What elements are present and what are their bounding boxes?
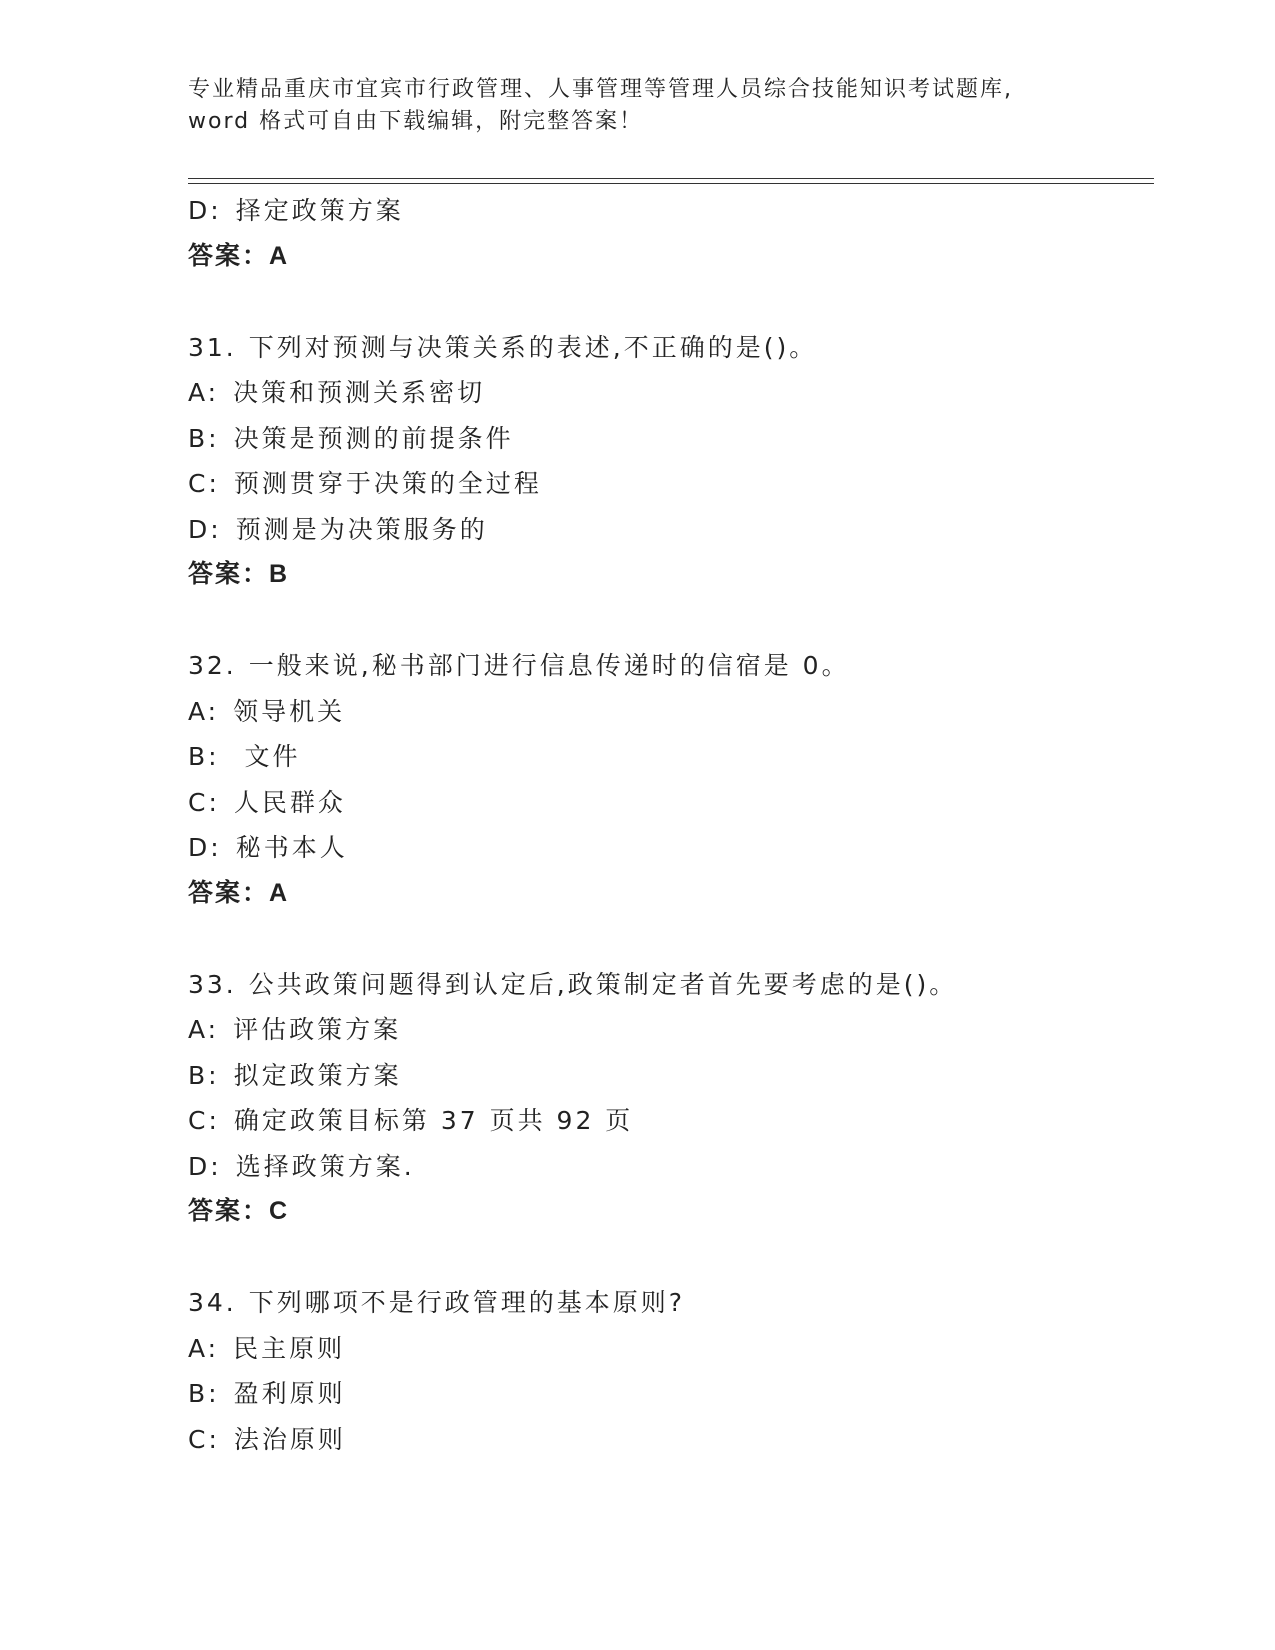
header-line-2: word 格式可自由下载编辑，附完整答案！ [188, 109, 644, 134]
option-text: 人民群众 [233, 787, 346, 817]
question-number: 32. [188, 651, 237, 680]
answer-line: 答案：A [188, 241, 290, 270]
document-header [188, 74, 1088, 138]
answer-line: 答案：A [188, 878, 290, 907]
option-b [188, 1371, 1168, 1417]
header-divider-bottom [188, 183, 1154, 184]
option-letter: A: [188, 378, 220, 407]
question-34 [188, 1280, 1168, 1326]
spacer [188, 598, 1168, 644]
option-c [188, 1417, 1168, 1463]
question-list [188, 188, 1168, 1462]
option-text: 确定政策目标第 37 页共 92 页 [233, 1106, 634, 1135]
option-letter: B: [188, 1379, 220, 1408]
option-b [188, 416, 1168, 462]
option-d [188, 825, 1168, 871]
question-text: 下列对预测与决策关系的表述,不正确的是()。 [248, 332, 818, 362]
spacer [188, 1235, 1168, 1281]
option-letter: D: [188, 196, 222, 225]
option-text: 文件 [233, 742, 301, 771]
option-c [188, 780, 1168, 826]
option-letter: B: [188, 1060, 220, 1090]
option-letter: C: [188, 1106, 220, 1135]
option-letter: D: [188, 514, 222, 544]
answer-line: 答案：B [188, 560, 290, 588]
option-a [188, 370, 1168, 416]
option-text: 预测贯穿于决策的全过程 [233, 469, 542, 498]
option-letter: A: [188, 696, 220, 726]
question-text: 公共政策问题得到认定后,政策制定者首先要考虑的是()。 [248, 969, 958, 999]
option-text: 盈利原则 [233, 1379, 346, 1408]
option-b [188, 734, 1168, 780]
option-text: 决策是预测的前提条件 [233, 423, 514, 453]
header-line-1: 专业精品重庆市宜宾市行政管理、人事管理等管理人员综合技能知识考试题库, [188, 77, 1013, 102]
header-divider-top [188, 178, 1154, 179]
option-text: 秘书本人 [235, 833, 348, 862]
option-text: 拟定政策方案 [233, 1060, 402, 1090]
question-33 [188, 962, 1168, 1008]
option-c [188, 1098, 1168, 1144]
option-d [188, 188, 1168, 234]
option-letter: D: [188, 1151, 222, 1181]
option-letter: A: [188, 1333, 220, 1363]
option-a [188, 689, 1168, 735]
option-c [188, 461, 1168, 507]
option-letter: A: [188, 1015, 220, 1044]
option-text: 选择政策方案. [235, 1151, 415, 1181]
option-d [188, 507, 1168, 553]
spacer [188, 916, 1168, 962]
option-text: 领导机关 [233, 696, 346, 726]
option-letter: B: [188, 423, 220, 453]
option-letter: C: [188, 469, 220, 498]
question-31 [188, 325, 1168, 371]
option-d [188, 1144, 1168, 1190]
question-number: 31. [188, 332, 237, 362]
option-text: 法治原则 [233, 1424, 346, 1454]
option-text: 择定政策方案 [235, 196, 404, 225]
option-a [188, 1326, 1168, 1372]
answer-line: 答案：C [188, 1197, 290, 1225]
option-b [188, 1053, 1168, 1099]
option-text: 民主原则 [233, 1333, 346, 1363]
option-letter: C: [188, 1424, 220, 1454]
option-text: 决策和预测关系密切 [233, 378, 486, 407]
question-number: 33. [188, 969, 237, 999]
option-letter: B: [188, 742, 220, 771]
question-32 [188, 643, 1168, 689]
question-text: 下列哪项不是行政管理的基本原则? [248, 1288, 686, 1317]
spacer [188, 279, 1168, 325]
option-text: 评估政策方案 [233, 1015, 402, 1044]
question-text: 一般来说,秘书部门进行信息传递时的信宿是 0。 [248, 651, 850, 680]
question-number: 34. [188, 1288, 237, 1317]
option-letter: D: [188, 833, 222, 862]
option-text: 预测是为决策服务的 [235, 514, 488, 544]
option-letter: C: [188, 787, 220, 817]
option-a [188, 1007, 1168, 1053]
